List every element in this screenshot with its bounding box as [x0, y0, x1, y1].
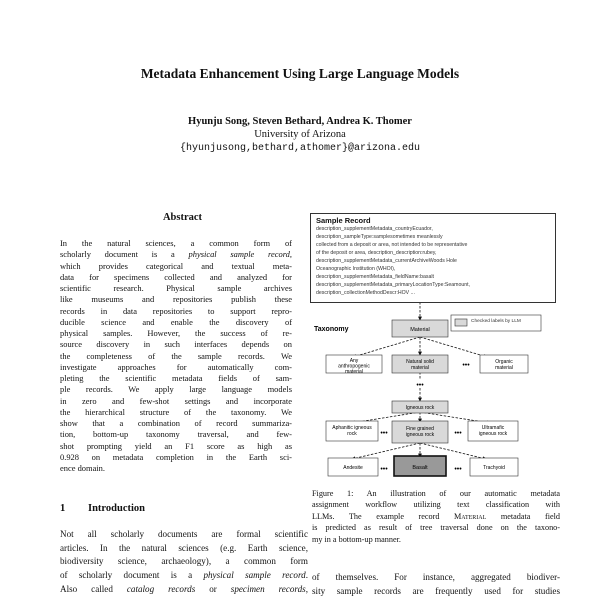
caption-line: my in a bottom-up manner. [312, 534, 401, 544]
ellipsis: ••• [380, 466, 388, 473]
abstract-text [60, 238, 292, 474]
abstract-line: in zero and few-shot settings and incorporate [60, 395, 292, 406]
record-line: description_collectionMethodDescr:HOV ... [316, 290, 415, 296]
abstract-line: records in data repositories to support repro- [60, 305, 292, 316]
intro-line: Not all scholarly documents are formal scientific [60, 529, 308, 539]
caption-line: Figure 1: An illustration of our automatic metadata [312, 489, 560, 498]
abstract-line: In the natural sciences, a common form of [60, 238, 292, 248]
legend-swatch [455, 319, 467, 326]
record-line: Oceanographic Institution (WHOI), [316, 266, 396, 272]
node-trachyoid-label: Trachyoid [483, 465, 505, 471]
body-line: of themselves. For instance, aggregated biodiver- [312, 572, 560, 582]
abstract-line: physical samples. However, the success of re- [60, 328, 292, 338]
node-ultramafic-label: Ultramafic igneous rock [478, 425, 508, 437]
section-title: Introduction [88, 503, 145, 514]
abstract-line: 0.928 on metadata completion in the Earth sci- [60, 451, 292, 462]
sample-record-box [310, 213, 556, 303]
intro-line: articles. In the natural sciences (e.g. Earth science, [60, 542, 308, 553]
abstract-line: data for specimens collected and analyzed for [60, 271, 292, 282]
paper-affiliation: University of Arizona [254, 129, 346, 140]
record-line: description_supplementMetadata_currentArchiveWoods Hole [316, 258, 457, 264]
node-andesite-label: Andesite [343, 465, 363, 471]
record-line: description_supplementMetadata_fieldName:basalt [316, 274, 434, 280]
paper-title: Metadata Enhancement Using Large Language Models [140, 66, 460, 81]
paper-email: {hyunjusong,bethard,athomer}@arizona.edu [179, 143, 421, 154]
abstract-line: like museums and repositories publish these [60, 294, 292, 305]
abstract-line: ple records. We apply large language models [60, 384, 292, 395]
node-material-label: Material [410, 327, 430, 333]
legend-label: Checked labels by LLM [471, 319, 521, 324]
abstract-line: pleting the scientific metadata fields of sam- [60, 373, 292, 383]
node-anthropogenic-label: Any anthropogenic material [338, 358, 370, 375]
abstract-line: scholarly document is a physical sample record, [60, 249, 293, 260]
abstract-line: ence domain. [60, 463, 105, 473]
section-number: 1 [60, 503, 66, 514]
abstract-line: show that a combination of record summariza- [60, 418, 292, 428]
abstract-line: the completeness of the sample records. We [60, 350, 292, 361]
abstract-line: source discovery in such interfaces depends on [60, 339, 292, 350]
introduction-text [60, 528, 308, 597]
record-line: of the deposit or area, description_description:rubey, [316, 250, 437, 256]
abstract-line: ducible science and enable the discovery of [60, 316, 292, 327]
ellipsis: ••• [416, 382, 424, 389]
figure-caption [312, 488, 560, 545]
abstract-line: tion, bottom-up taxonomy traversal, and few- [60, 429, 292, 440]
right-column-text [312, 571, 560, 598]
abstract-heading: Abstract [162, 212, 203, 223]
node-organic-label: Organic material [495, 359, 513, 371]
sample-record-title: Sample Record [316, 216, 371, 225]
intro-line: Also called catalog records or specimen records, [60, 583, 308, 594]
figure-1 [308, 210, 560, 482]
caption-line: is predicted as result of tree traversal done on the taxono- [312, 523, 560, 533]
section-heading [60, 503, 145, 514]
node-igneous-rock-label: Igneous rock [405, 405, 435, 411]
paper-authors: Hyunju Song, Steven Bethard, Andrea K. Thomer [188, 116, 412, 127]
abstract-line: the hierarchical structure of the taxonomy. We [60, 406, 292, 417]
abstract-line: investigate approaches for automatically com- [60, 361, 292, 372]
ellipsis: ••• [462, 362, 470, 369]
node-natural-solid-label: Natural solid material [406, 359, 434, 371]
body-line: sity sample records are frequently used for studies [312, 585, 560, 596]
intro-line: of scholarly document is a physical sample record. [60, 570, 308, 581]
intro-line: biodiversity science, archaeology), a common form [60, 556, 308, 567]
node-basalt-label: Basalt [412, 465, 428, 471]
abstract-line: scientific research. Physical sample archives [60, 283, 292, 293]
record-line: description_supplementMetadata_countryEcuador, [316, 226, 433, 232]
record-line: description_supplementMetadata_primaryLocationType:Seamount, [316, 282, 470, 288]
node-fine-grained-label: Fine grained igneous rock [405, 426, 435, 438]
taxonomy-label: Taxonomy [314, 326, 349, 333]
ellipsis: ••• [380, 430, 388, 437]
ellipsis: ••• [454, 466, 462, 473]
abstract-line: shot prompting yield an F1 score as high as [60, 440, 292, 451]
caption-line: LLMs. The example record Material metadata field [312, 511, 560, 521]
record-line: collected from a deposit or area, not intended to be representative [316, 242, 468, 248]
ellipsis: ••• [454, 430, 462, 437]
abstract-line: which provides categorical and textual meta- [60, 260, 292, 271]
caption-line: assignment workflow utilizing text classification with [312, 500, 560, 510]
record-line: description_sampleType:samplesometimes meanlessly [316, 234, 443, 240]
node-aphanitic-label: Aphanitic igneous rock [332, 425, 372, 437]
